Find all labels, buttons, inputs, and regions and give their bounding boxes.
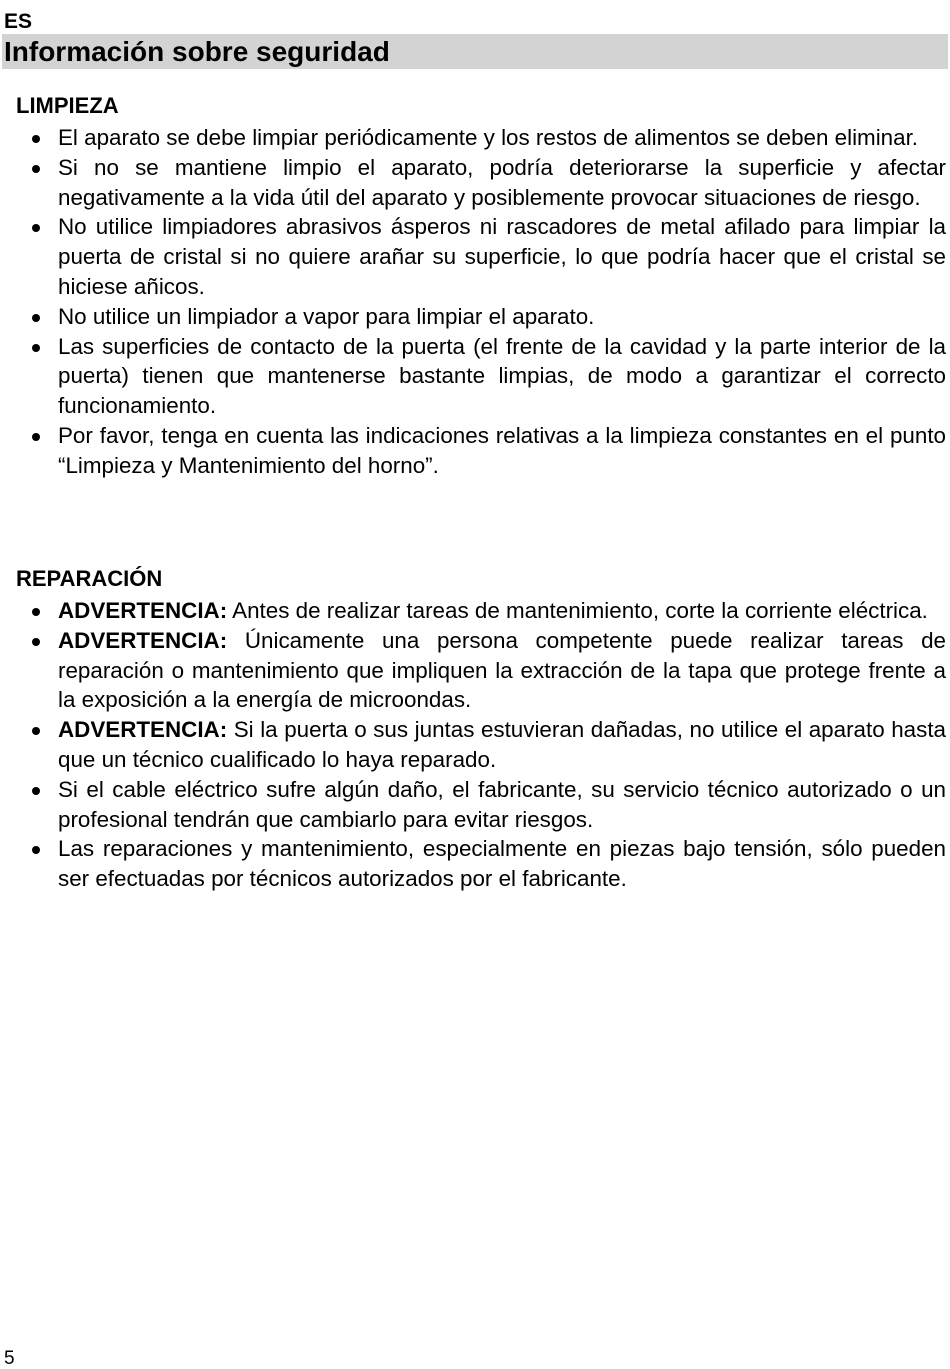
bullet-icon bbox=[32, 344, 40, 352]
list-item-text: No utilice un limpiador a vapor para limpiar el aparato. bbox=[58, 303, 595, 329]
section-heading-reparacion: REPARACIÓN bbox=[16, 566, 163, 591]
list-item bbox=[16, 834, 946, 894]
reparacion-list bbox=[16, 596, 946, 894]
bullet-icon bbox=[32, 224, 40, 232]
list-item bbox=[16, 302, 946, 332]
section-reparacion bbox=[16, 565, 946, 894]
list-item bbox=[16, 332, 946, 421]
section-limpieza bbox=[16, 92, 946, 481]
list-item bbox=[16, 153, 946, 213]
bullet-icon bbox=[32, 314, 40, 322]
bullet-icon bbox=[32, 727, 40, 735]
warning-label: ADVERTENCIA: bbox=[58, 627, 228, 653]
bullet-icon bbox=[32, 638, 40, 646]
bullet-icon bbox=[32, 135, 40, 143]
warning-label: ADVERTENCIA: bbox=[58, 717, 228, 743]
list-item bbox=[16, 596, 946, 626]
list-item-text: Antes de realizar tareas de mantenimiento, corte la corriente eléctrica. bbox=[227, 598, 928, 623]
list-item bbox=[16, 123, 946, 153]
language-code: ES bbox=[4, 10, 33, 33]
page-number: 5 bbox=[4, 1348, 15, 1369]
warning-label: ADVERTENCIA: bbox=[58, 598, 228, 623]
title-bar bbox=[2, 34, 948, 69]
bullet-icon bbox=[32, 608, 40, 616]
bullet-icon bbox=[32, 165, 40, 173]
limpieza-list bbox=[16, 123, 946, 481]
list-item bbox=[16, 715, 946, 775]
list-item-text: Si el cable eléctrico sufre algún daño, el fabricante, su servicio técnico autorizado o un profesional tendrán que cambiarlo para evitar riesgos. bbox=[58, 776, 946, 832]
bullet-icon bbox=[32, 787, 40, 795]
list-item-text: Las reparaciones y mantenimiento, especialmente en piezas bajo tensión, sólo pueden ser efectuadas por técnicos autorizados por el fabricante. bbox=[58, 836, 946, 892]
list-item-text: El aparato se debe limpiar periódicamente y los restos de alimentos se deben eliminar. bbox=[58, 125, 919, 150]
page-title: Información sobre seguridad bbox=[4, 36, 390, 67]
section-heading-limpieza: LIMPIEZA bbox=[16, 93, 119, 118]
list-item-text: Únicamente una persona competente puede realizar tareas de reparación o mantenimiento que impliquen la extracción de la tapa que protege frente a la exposición a la energía de microondas. bbox=[58, 627, 946, 713]
list-item-text: No utilice limpiadores abrasivos ásperos ni rascadores de metal afilado para limpiar la puerta de cristal si no quiere arañar su superficie, lo que podría hacer que el cristal se hiciese añicos. bbox=[58, 214, 946, 299]
list-item-text: Las superficies de contacto de la puerta (el frente de la cavidad y la parte interior de la puerta) tienen que mantenerse bastante limpias, de modo a garantizar el correcto funcionamiento. bbox=[58, 333, 946, 419]
list-item bbox=[16, 421, 946, 481]
list-item bbox=[16, 775, 946, 835]
list-item bbox=[16, 212, 946, 301]
list-item-text: Por favor, tenga en cuenta las indicaciones relativas a la limpieza constantes en el punto “Limpieza y Mantenimiento del horno”. bbox=[58, 422, 946, 478]
bullet-icon bbox=[32, 433, 40, 441]
bullet-icon bbox=[32, 846, 40, 854]
list-item-text: Si la puerta o sus juntas estuvieran dañadas, no utilice el aparato hasta que un técnico cualificado lo haya reparado. bbox=[58, 717, 946, 772]
list-item bbox=[16, 626, 946, 715]
list-item-text: Si no se mantiene limpio el aparato, podría deteriorarse la superficie y afectar negativamente a la vida útil del aparato y posiblemente provocar situaciones de riesgo. bbox=[58, 154, 946, 210]
